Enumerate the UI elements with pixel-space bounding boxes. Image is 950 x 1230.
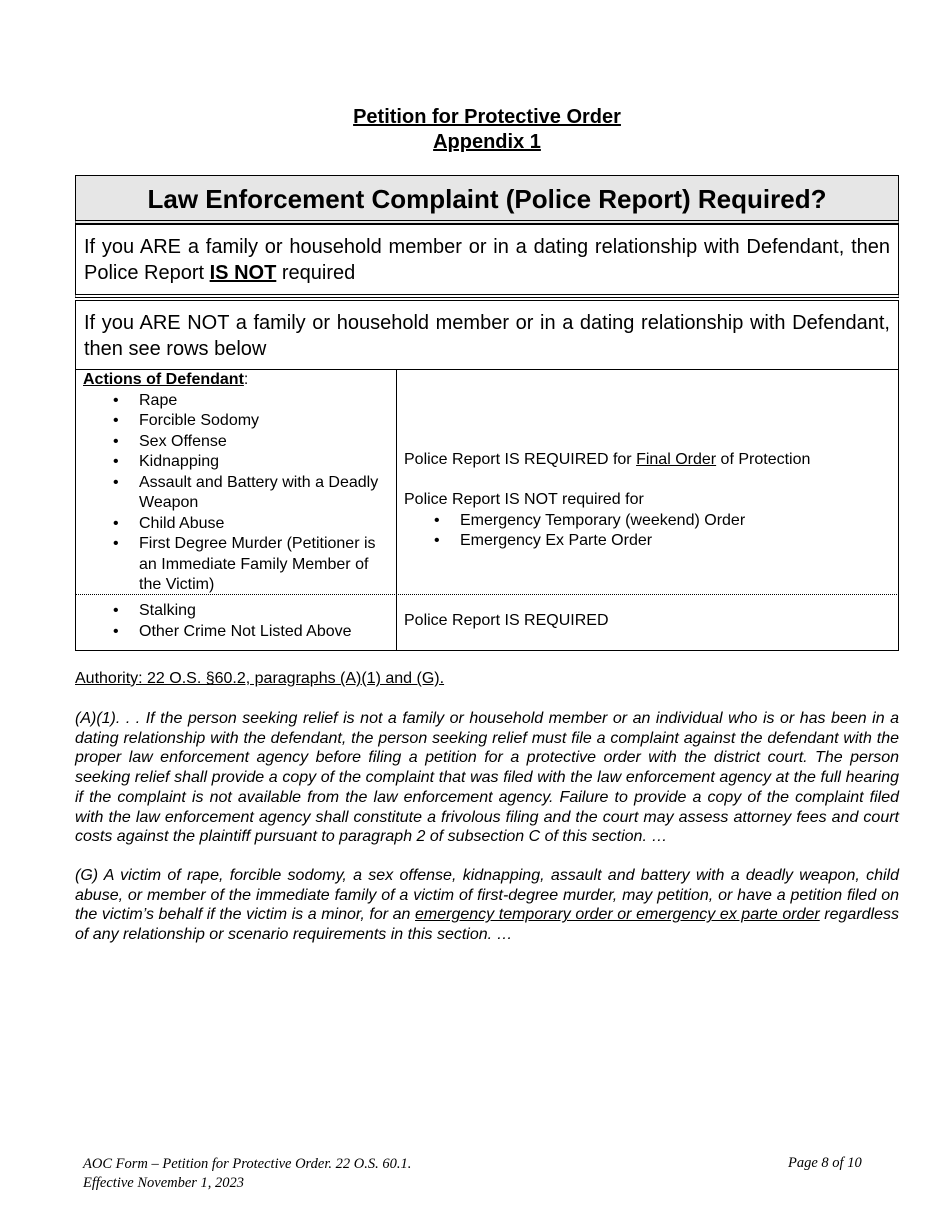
non-family-row (75, 300, 899, 369)
actions-label: Actions of Defendant (83, 371, 244, 388)
family-relationship-row (75, 224, 899, 298)
footer-effective-date: Effective November 1, 2023 (83, 1175, 245, 1191)
list-item: • Emergency Temporary (weekend) Order (404, 511, 894, 532)
emergency-order-term: emergency temporary order or emergency ex parte order (415, 906, 820, 924)
footer-form-name: AOC Form – Petition for Protective Order. 22 O.S. 60.1. (83, 1156, 412, 1172)
list-item: • Stalking (83, 601, 388, 622)
actions-result-cell (404, 450, 894, 552)
final-order-term: Final Order (636, 451, 717, 468)
list-item: • Child Abuse (83, 514, 388, 535)
statute-quote-a1: (A)(1). . . If the person seeking relief is not a family or household member or an individual who is or has been in a dating relationship with the defendant, the person seeking relief must file a complaint against the defendant with the proper law enforcement agency before filing a petition for a protective order with the district court. The person seeking relief shall provide a copy of the complaint that was filed with the law enforcement agency at the full hearing if the complaint is not available from the law enforcement agency. Failure to provide a copy of the complaint filed with the law enforcement agency shall constitute a frivolous filing and the court may assess attorney fees and court costs against the plaintiff pursuant to paragraph 2 of subsection C of this section. … (75, 710, 899, 846)
list-item: • Emergency Ex Parte Order (404, 531, 894, 552)
column-divider (396, 594, 397, 650)
list-item: • Sex Offense (83, 432, 388, 453)
document-title: Petition for Protective Order (353, 106, 621, 128)
statute-quote-g: (G) A victim of rape, forcible sodomy, a sex offense, kidnapping, assault and battery with a deadly weapon, child abuse, or member of the immediate family of a victim of first-degree murder, may petition, or have a petition filed on the victim’s behalf if the victim is a minor, for an emergency temporary order or emergency ex parte order regardless of any relationship or scenario requirements in this section. … (75, 867, 900, 944)
list-item: • Kidnapping (83, 452, 388, 473)
other-crimes-row (75, 594, 899, 651)
defendant-actions-row (75, 369, 899, 595)
list-item: • Rape (83, 391, 388, 412)
final-order-requirement: Police Report IS REQUIRED for Final Order of Protection (404, 451, 811, 468)
authority-citation: Authority: 22 O.S. §60.2, paragraphs (A)(1) and (G). (75, 670, 445, 687)
list-item: • Forcible Sodomy (83, 411, 388, 432)
other-crimes-list (83, 601, 388, 642)
actions-list (83, 391, 388, 596)
list-item: • First Degree Murder (Petitioner is an Immediate Family Member of the Victim) (83, 534, 388, 596)
other-crimes-result: Police Report IS REQUIRED (404, 612, 609, 629)
table-header-row (75, 175, 899, 224)
table-header-text: Law Enforcement Complaint (Police Report) Required? (147, 184, 827, 214)
family-relationship-text: If you ARE a family or household member or in a dating relationship with Defendant, then Police Report IS NOT required (84, 236, 890, 284)
non-family-text: If you ARE NOT a family or household member or in a dating relationship with Defendant, then see rows below (84, 312, 890, 360)
list-item: • Assault and Battery with a Deadly Weapon (83, 473, 388, 514)
page-number: Page 8 of 10 (788, 1155, 862, 1171)
list-item: • Other Crime Not Listed Above (83, 622, 388, 643)
actions-list-cell: Actions of Defendant: • Rape • Forcible Sodomy • Sex Offense • Kidnapping • Assault and Battery with a Deadly Weapon • Child Abuse • First Degree Murder (Petitioner is an Immediate Family Member of the Victim) (83, 370, 388, 596)
footer-form-info (83, 1155, 411, 1193)
column-divider (396, 370, 397, 594)
is-not-emphasis: IS NOT (209, 262, 277, 284)
not-required-list (404, 511, 894, 552)
not-required-label: Police Report IS NOT required for (404, 491, 644, 508)
other-crimes-cell (83, 601, 388, 642)
document-subtitle: Appendix 1 (433, 131, 541, 153)
